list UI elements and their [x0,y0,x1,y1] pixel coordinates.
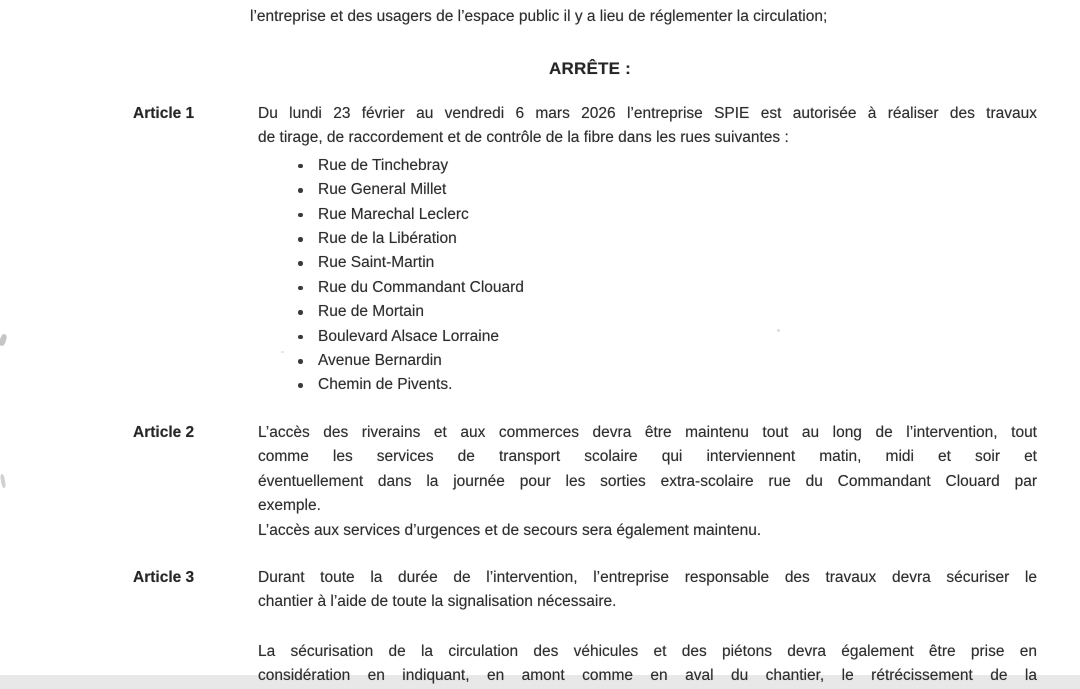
street-item-pivents: Chemin de Pivents. [296,373,1037,397]
article-3-label: Article 3 [133,569,195,586]
article-3-line-1: Durant toute la durée de l’intervention, l’entreprise responsable des travaux devra sécuriser le [258,569,1037,586]
street-list [258,154,1037,398]
street-item-bernardin: Avenue Bernardin [296,349,1037,373]
scan-artifact-speck [0,474,6,488]
article-1-line-1: Du lundi 23 février au vendredi 6 mars 2026 l’entreprise SPIE est autorisée à réaliser des travaux [258,105,1037,122]
article-2-label: Article 2 [133,424,195,441]
street-item-liberation: Rue de la Libération [296,227,1037,251]
article-2-line-4: exemple. [258,497,321,515]
article-1-label: Article 1 [133,105,195,122]
article-1-section [133,102,1037,398]
article-3-second-paragraph [258,640,1037,689]
article-3-body [258,566,1037,615]
clipped-top-paragraph-line: l’entreprise et des usagers de l’espace public il y a lieu de réglementer la circulation; [250,7,828,25]
street-item-tinchebray: Rue de Tinchebray [296,154,1037,178]
article-2-line-1: L’accès des riverains et aux commerces devra être maintenu tout au long de l’intervention, tout [258,424,1037,441]
article-2-section [133,421,1037,543]
article-2-line-5: L’accès aux services d’urgences et de secours sera également maintenu. [258,521,762,539]
article-2-line-2: comme les services de transport scolaire qui interviennent matin, midi et soir et [258,448,1037,466]
street-item-saint-martin: Rue Saint-Martin [296,251,1037,275]
article-2-line-3: éventuellement dans la journée pour les sorties extra-scolaire rue du Commandant Clouard par [258,472,1037,490]
article-3-extra-line-1: La sécurisation de la circulation des véhicules et des piétons devra également être prise en [258,643,1037,660]
scan-artifact-speck [0,333,8,346]
street-item-alsace-lorraine: Boulevard Alsace Lorraine [296,325,1037,349]
article-1-line-2: de tirage, de raccordement et de contrôle de la fibre dans les rues suivantes : [258,129,789,147]
street-item-marechal-leclerc: Rue Marechal Leclerc [296,203,1037,227]
street-item-general-millet: Rue General Millet [296,178,1037,202]
street-item-mortain: Rue de Mortain [296,300,1037,324]
article-3-line-2: chantier à l’aide de toute la signalisation nécessaire. [258,593,617,611]
article-2-body [258,421,1037,543]
article-3-section [133,566,1037,615]
article-1-body [258,102,1037,398]
street-item-commandant-clouard: Rue du Commandant Clouard [296,276,1037,300]
arrete-heading: ARRÊTE : [549,59,631,78]
article-3-extra-line-2-clipped: considération en indiquant, en amont comme en aval du chantier, le rétrécissement de la [258,667,1037,685]
